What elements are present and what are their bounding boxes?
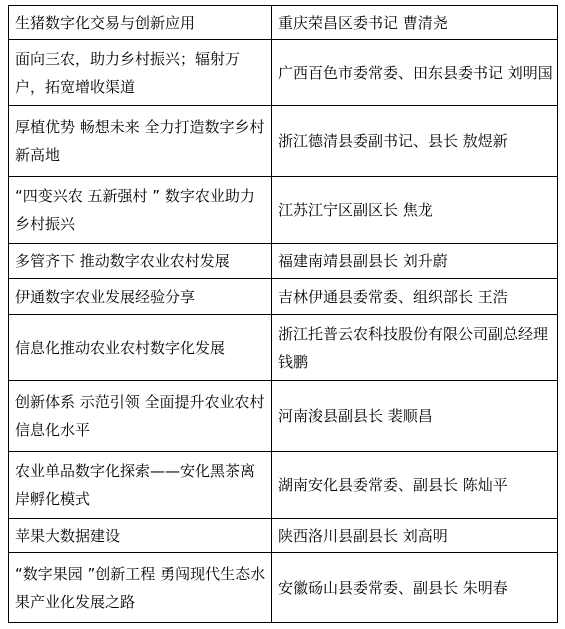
table-row	[9, 315, 558, 381]
speaker-cell: 安徽砀山县委常委、副县长 朱明春	[272, 553, 558, 623]
table-row	[9, 553, 558, 623]
speaker-cell: 重庆荣昌区委书记 曹清尧	[272, 6, 558, 40]
speaker-cell: 河南浚县副县长 裴顺昌	[272, 381, 558, 452]
topic-cell: 面向三农，助力乡村振兴；辐射万户，拓宽增收渠道	[9, 40, 272, 106]
topic-cell: 农业单品数字化探索——安化黑茶离岸孵化模式	[9, 452, 272, 519]
speaker-cell: 陕西洛川县副县长 刘高明	[272, 519, 558, 553]
speaker-cell: 吉林伊通县委常委、组织部长 王浩	[272, 279, 558, 315]
topic-cell: 生猪数字化交易与创新应用	[9, 6, 272, 40]
table-row	[9, 106, 558, 177]
topic-cell: “四变兴农 五新强村 ” 数字农业助力乡村振兴	[9, 177, 272, 244]
table-row	[9, 40, 558, 106]
topic-cell: 伊通数字农业发展经验分享	[9, 279, 272, 315]
table-row	[9, 279, 558, 315]
topic-cell: 苹果大数据建设	[9, 519, 272, 553]
speaker-cell: 湖南安化县委常委、副县长 陈灿平	[272, 452, 558, 519]
table-row	[9, 6, 558, 40]
table-row	[9, 452, 558, 519]
table-row	[9, 177, 558, 244]
speaker-cell: 江苏江宁区副区长 焦龙	[272, 177, 558, 244]
table-row	[9, 381, 558, 452]
table-row	[9, 519, 558, 553]
topic-cell: “数字果园 ”创新工程 勇闯现代生态水果产业化发展之路	[9, 553, 272, 623]
topic-cell: 信息化推动农业农村数字化发展	[9, 315, 272, 381]
topic-cell: 多管齐下 推动数字农业农村发展	[9, 244, 272, 279]
speaker-cell: 福建南靖县副县长 刘升蔚	[272, 244, 558, 279]
table-row	[9, 244, 558, 279]
speaker-cell: 浙江德清县委副书记、县长 敖煜新	[272, 106, 558, 177]
speaker-cell: 广西百色市委常委、田东县委书记 刘明国	[272, 40, 558, 106]
topic-cell: 创新体系 示范引领 全面提升农业农村信息化水平	[9, 381, 272, 452]
speaker-table	[8, 5, 558, 623]
topic-cell: 厚植优势 畅想未来 全力打造数字乡村新高地	[9, 106, 272, 177]
speaker-cell: 浙江托普云农科技股份有限公司副总经理 钱鹏	[272, 315, 558, 381]
